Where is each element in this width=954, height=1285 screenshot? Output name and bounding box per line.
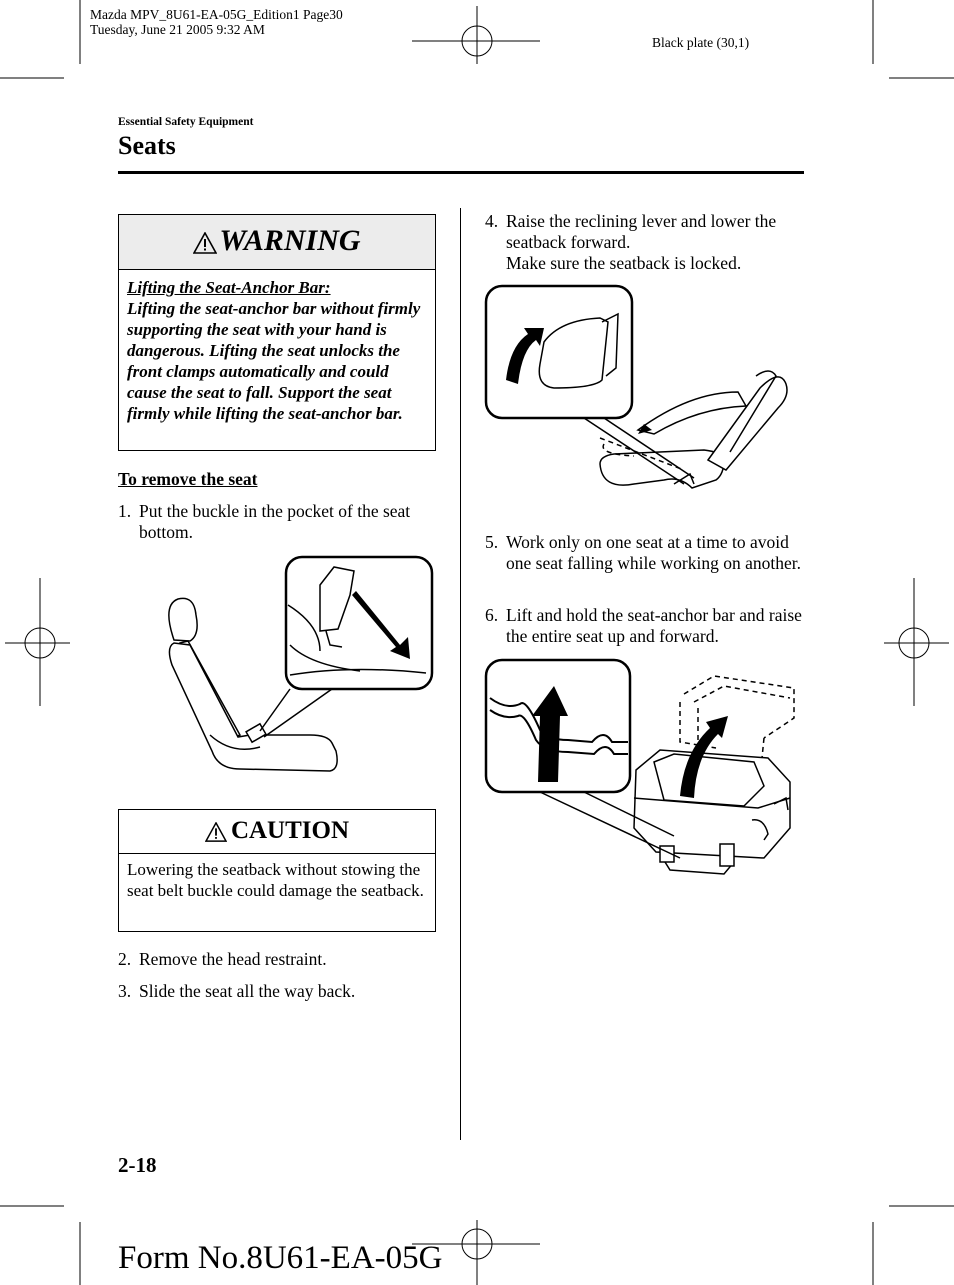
caution-text: Lowering the seatback without stowing the seat belt buckle could damage the seatback.: [127, 860, 424, 900]
step-3: 3. Slide the seat all the way back.: [118, 981, 356, 1001]
step-5: 5. Work only on one seat at a time to avoid one seat falling while working on another.: [485, 532, 801, 573]
warning-triangle-icon: [193, 232, 217, 254]
caution-label: CAUTION: [230, 817, 350, 844]
step-1: 1. Put the buckle in the pocket of the seat bottom.: [118, 501, 411, 542]
warning-label: WARNING: [219, 224, 361, 257]
caution-header: [119, 810, 435, 854]
warning-box: [118, 214, 436, 451]
buckle-pocket-figure: [160, 555, 436, 775]
file-info-line1: Mazda MPV_8U61-EA-05G_Edition1 Page30: [90, 7, 343, 22]
title-rule: [118, 171, 804, 174]
warning-text: Lifting the seat-anchor bar without firmly supporting the seat with your hand is dangerous. Lifting the seat unlocks the front clamps automatically and could cause the seat to fall. Support the seat firmly while lifting the seat-anchor bar.: [127, 299, 421, 423]
column-divider: [460, 208, 461, 1140]
file-info-line2: Tuesday, June 21 2005 9:32 AM: [90, 22, 265, 37]
plate-label: Black plate (30,1): [652, 35, 750, 50]
step-4: 4. Raise the reclining lever and lower the seatback forward. Make sure the seatback is locked.: [485, 211, 805, 274]
section-label: Essential Safety Equipment: [118, 116, 254, 128]
warning-heading: Lifting the Seat-Anchor Bar:: [127, 278, 331, 297]
warning-body: [119, 270, 435, 430]
step-6: 6. Lift and hold the seat-anchor bar and raise the entire seat up and forward.: [485, 605, 802, 646]
page-title: Seats: [118, 131, 176, 160]
remove-seat-heading: To remove the seat: [118, 469, 258, 489]
caution-box: [118, 809, 436, 932]
page-number: 2-18: [118, 1153, 157, 1177]
lift-seat-figure: [484, 658, 798, 890]
caution-triangle-icon: [205, 822, 227, 842]
warning-header: [119, 215, 435, 270]
form-number: Form No.8U61-EA-05G: [118, 1240, 443, 1276]
recline-seatback-figure: [484, 284, 790, 516]
step-2: 2. Remove the head restraint.: [118, 949, 327, 969]
step-4-note: Make sure the seatback is locked.: [506, 253, 742, 273]
